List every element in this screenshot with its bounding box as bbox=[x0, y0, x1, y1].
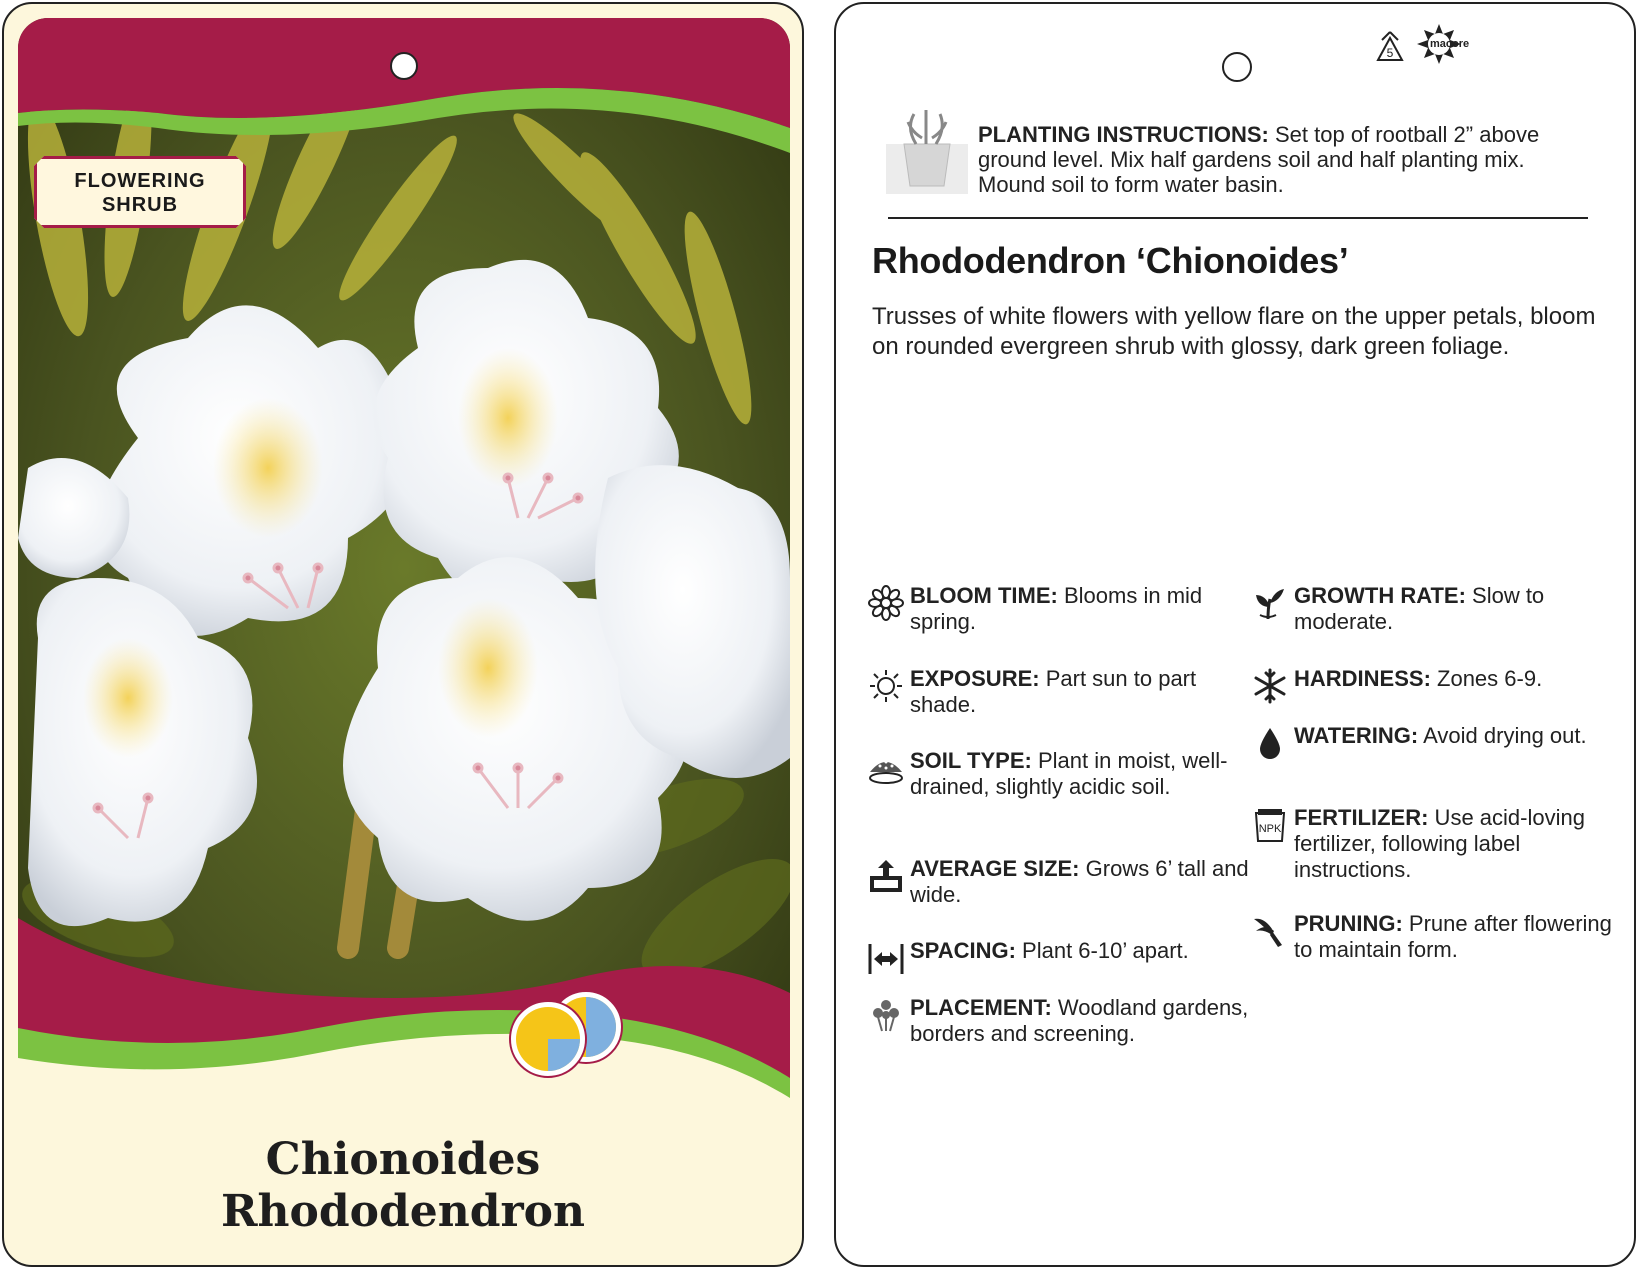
part-sun-icon bbox=[510, 1001, 586, 1077]
hang-hole bbox=[390, 52, 418, 80]
planting-pot-icon bbox=[886, 108, 968, 196]
pruning-label: PRUNING: bbox=[1294, 911, 1403, 936]
common-name-line-1: Chionoides bbox=[265, 1134, 541, 1185]
growth-rate-text: Slow to moderate. bbox=[1294, 583, 1545, 634]
hardiness-item bbox=[1294, 666, 1634, 692]
sun-outline-icon bbox=[868, 668, 904, 704]
bloom-time-item bbox=[910, 583, 1250, 635]
category-line-2: SHRUB bbox=[101, 194, 179, 216]
pruner-icon bbox=[1252, 913, 1288, 949]
growth-rate-label: GROWTH RATE: bbox=[1294, 583, 1466, 608]
latin-name: Rhododendron ‘Chionoides’ bbox=[872, 240, 1349, 281]
soil-icon bbox=[868, 750, 904, 786]
fertilizer-text: Use acid-loving fertilizer, following label instructions. bbox=[1294, 805, 1585, 882]
category-line-1: FLOWERING bbox=[74, 170, 206, 192]
water-drop-icon bbox=[1252, 725, 1288, 761]
flower-icon bbox=[868, 585, 904, 621]
back-tag bbox=[834, 2, 1636, 1267]
exposure-item bbox=[910, 666, 1250, 718]
fertilizer-label: FERTILIZER: bbox=[1294, 805, 1429, 830]
bloom-time-text: Blooms in mid spring. bbox=[910, 583, 1203, 634]
brand-logo-text: macore bbox=[1430, 38, 1470, 50]
soil-type-item bbox=[910, 748, 1250, 800]
spacing-label: SPACING: bbox=[910, 938, 1016, 963]
watering-text: Avoid drying out. bbox=[1418, 723, 1587, 748]
planting-label: PLANTING INSTRUCTIONS: bbox=[978, 122, 1269, 147]
sun-exposure-icons bbox=[504, 987, 634, 1079]
pruning-item bbox=[1294, 911, 1634, 963]
bloom-time-label: BLOOM TIME: bbox=[910, 583, 1058, 608]
npk-text: NPK bbox=[1258, 823, 1282, 835]
watering-item bbox=[1294, 723, 1634, 749]
exposure-text: Part sun to part shade. bbox=[910, 666, 1197, 717]
soil-type-label: SOIL TYPE: bbox=[910, 748, 1032, 773]
placement-label: PLACEMENT: bbox=[910, 995, 1052, 1020]
height-icon bbox=[868, 858, 904, 894]
planting-instructions bbox=[978, 122, 1578, 197]
planting-text: Set top of rootball 2” above ground level. Mix half gardens soil and half planting mix. Mound soil to form water basin. bbox=[978, 122, 1540, 197]
watering-label: WATERING: bbox=[1294, 723, 1419, 748]
spacing-text: Plant 6-10’ apart. bbox=[1015, 938, 1189, 963]
placement-icon bbox=[868, 997, 904, 1033]
fertilizer-icon bbox=[1252, 807, 1288, 843]
average-size-label: AVERAGE SIZE: bbox=[910, 856, 1080, 881]
hardiness-label: HARDINESS: bbox=[1294, 666, 1431, 691]
plant-description: Trusses of white flowers with yellow flare on the upper petals, bloom on rounded evergreen shrub with glossy, dark green foliage. bbox=[872, 303, 1596, 360]
placement-item bbox=[910, 995, 1250, 1047]
growth-rate-item bbox=[1294, 583, 1634, 635]
sprout-icon bbox=[1252, 585, 1288, 621]
average-size-text: Grows 6’ tall and wide. bbox=[910, 856, 1249, 907]
fertilizer-item bbox=[1258, 805, 1634, 883]
placement-text: Woodland gardens, borders and screening. bbox=[910, 995, 1249, 1046]
exposure-label: EXPOSURE: bbox=[910, 666, 1040, 691]
recycle-number: 5 bbox=[1386, 46, 1394, 60]
snowflake-icon bbox=[1252, 668, 1288, 704]
spacing-item bbox=[910, 938, 1250, 964]
soil-type-text: Plant in moist, well-drained, slightly acidic soil. bbox=[910, 748, 1228, 799]
average-size-item bbox=[910, 856, 1250, 908]
pruning-text: Prune after flowering to maintain form. bbox=[1294, 911, 1612, 962]
common-name-line-2: Rhododendron bbox=[220, 1186, 586, 1237]
spacing-icon bbox=[868, 940, 904, 976]
hang-hole bbox=[1222, 52, 1252, 82]
front-tag bbox=[2, 2, 804, 1267]
common-name bbox=[4, 1134, 802, 1238]
category-label bbox=[34, 156, 246, 228]
divider bbox=[888, 217, 1588, 219]
hardiness-text: Zones 6-9. bbox=[1430, 666, 1543, 691]
